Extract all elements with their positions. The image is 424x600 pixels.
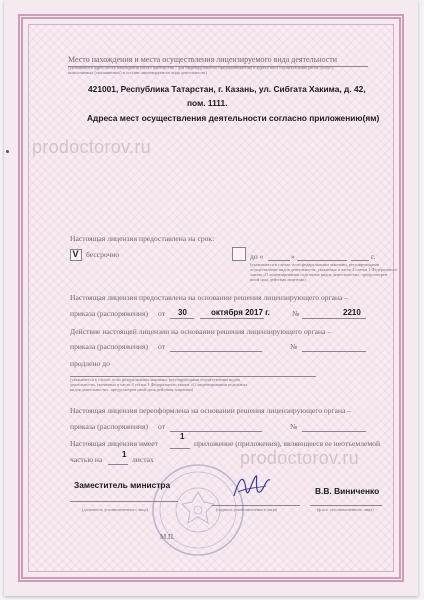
extension-date-line (170, 351, 262, 352)
perpetual-label: бессрочно (86, 250, 120, 259)
basis-from-label: от (158, 309, 166, 318)
appendix-sheets-suffix: листах (132, 455, 154, 464)
location-note-1: (указываются адрес места нахождения (место жительства – для индивидуального предпринимателя) и адреса мест осуществления работ (услуг), (68, 65, 334, 70)
term-note-1: (указывается в случае, если федеральными законами, регулирующими (250, 262, 380, 267)
basis-number-sign: № (292, 309, 300, 318)
term-date-checkbox (232, 247, 246, 261)
appendix-part-prefix: частью на (70, 455, 103, 464)
extension-order-label: приказа (распоряжения) (70, 342, 149, 351)
position-line (70, 501, 178, 502)
extension-from-label: от (158, 342, 166, 351)
basis-line: Настоящая лицензия предоставлена на основании решения лицензирующего органа – (70, 293, 349, 302)
location-heading: Место нахождения и места осуществления лицензируемого вида деятельности (68, 55, 338, 64)
appendix-count: 1 (180, 432, 185, 441)
until-year-line (351, 260, 369, 261)
stamp-mark: М.П. (160, 533, 175, 541)
address-line-2: пом. 1111. (187, 98, 228, 108)
extension-note-3: видов деятельности», предусмотрен иной срок действия лицензии) (70, 387, 194, 392)
extension-note-2: деятельности, указанных в части 4 статьи 1 Федерального закона «О лицензировании отдельных (70, 382, 248, 387)
extension-line: Действие настоящей лицензии на основании решения лицензирующего органа – (70, 327, 332, 336)
caption-name: (ф.и.о. уполномоченного лица) (317, 507, 374, 512)
until-day-line (268, 260, 290, 261)
until-month-line (297, 260, 347, 261)
watermark-bottom: prodoctorov.ru (240, 448, 359, 468)
signature-scribble (230, 470, 272, 504)
perpetual-checkbox (70, 249, 82, 261)
extension-note-1: (указывается в случае, если федеральными законами, регулирующими осуществление видов (70, 377, 240, 382)
reissue-order-label: приказа (распоряжения) (70, 422, 149, 431)
signer-position: Заместитель министра (74, 480, 171, 490)
term-note-2: осуществление видов деятельности, указанных в части 4 статьи 1 Федерального (250, 267, 398, 272)
reissue-from-label: от (158, 422, 166, 431)
until-label: до « (250, 252, 264, 261)
appendix-prefix: Настоящая лицензия имеет (70, 439, 158, 448)
basis-day: 30 (178, 308, 187, 317)
margin-dot (6, 150, 9, 153)
license-sheet (4, 0, 418, 596)
checkbox-mark: V (72, 249, 79, 259)
address-line-3: Адреса мест осуществления деятельности согласно приложению(ям) (87, 113, 380, 123)
signer-name: В.В. Виниченко (315, 486, 380, 496)
appendix-sheets: 1 (122, 450, 127, 459)
term-note-3: закона «О лицензировании отдельных видов деятельности», предусмотрен (250, 272, 388, 277)
watermark-top: prodoctorov.ru (32, 137, 151, 157)
name-line (310, 505, 382, 506)
address-line-1: 421001, Республика Татарстан, г. Казань, ул. Сибгата Хакима, д. 42, (88, 84, 366, 94)
location-note-2: выполняемых (оказываемых) в составе лицензируемого вида деятельности) (68, 70, 207, 75)
extension-number-sign: № (290, 342, 298, 351)
appendix-count-line (170, 448, 190, 449)
caption-position: (должность уполномоченного лица) (82, 507, 148, 512)
caption-signature: (подпись уполномоченного лица) (216, 507, 278, 512)
basis-order-label: приказа (распоряжения) (70, 309, 149, 318)
reissue-number-sign: № (290, 422, 298, 431)
basis-number-line (302, 318, 366, 319)
term-label: Настоящая лицензия предоставлена на срок: (70, 234, 215, 243)
reissue-number-line (302, 431, 366, 432)
extension-number-line (302, 351, 366, 352)
basis-month-line (200, 318, 264, 319)
basis-number: 2210 (343, 308, 361, 317)
basis-day-line (170, 318, 194, 319)
appendix-suffix: приложение (приложения), являющееся ее неотъемлемой (194, 439, 381, 448)
appendix-sheets-line (108, 464, 128, 465)
year-suffix: г. (371, 252, 376, 261)
basis-month-year: октября 2017 г. (211, 308, 270, 317)
reissue-line: Настоящая лицензия переоформлена на основании решения лицензирующего органа – (70, 406, 352, 415)
until-mid: » (291, 252, 295, 261)
signature-line (212, 505, 300, 506)
term-note-4: иной срок действия лицензии) (250, 277, 306, 282)
extended-until-label: продлено до (70, 359, 110, 368)
